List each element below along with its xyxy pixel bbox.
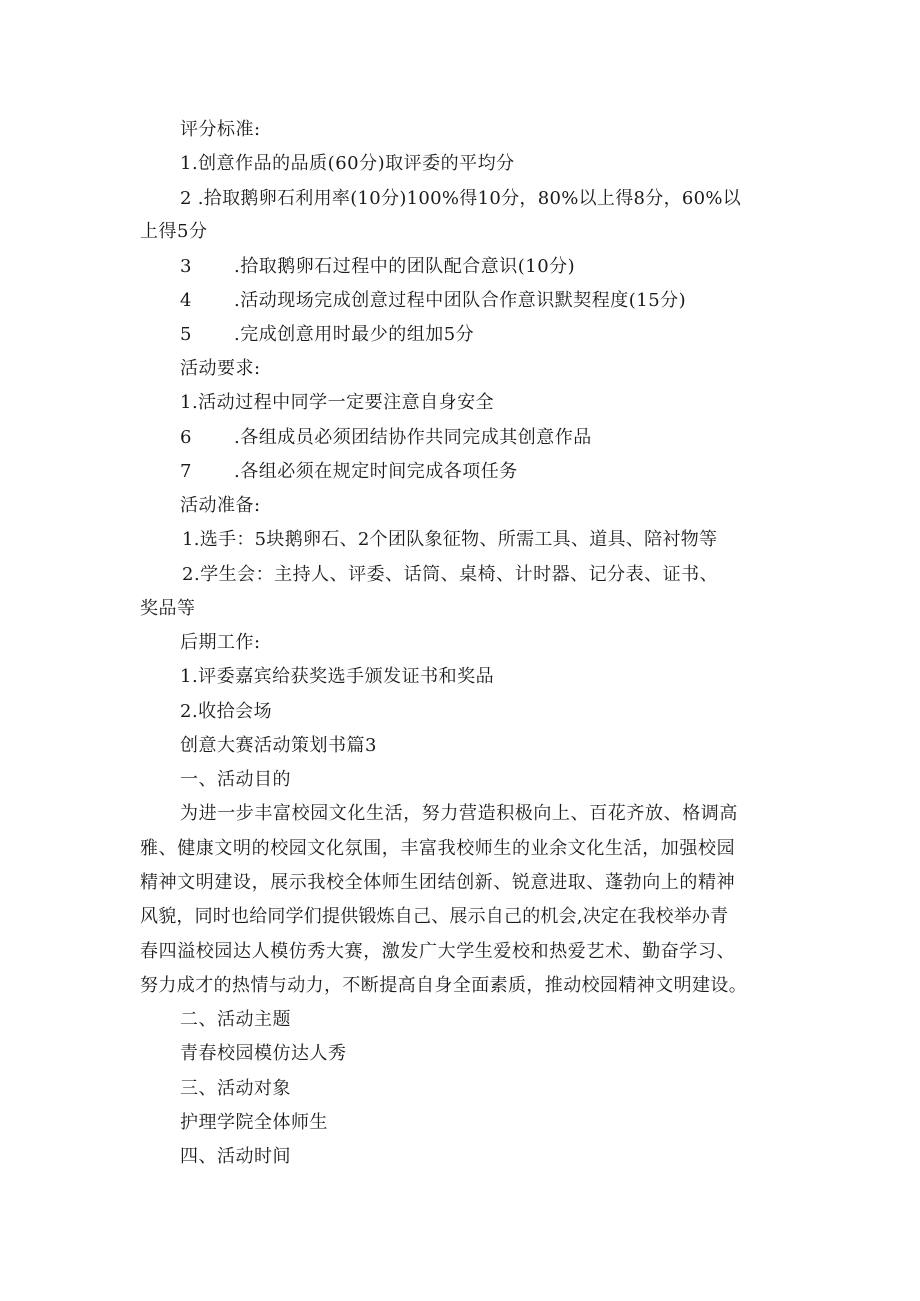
scoring-item-5	[180, 323, 474, 347]
section-2-heading: 二、活动主题	[180, 1009, 291, 1030]
scoring-item-1: 1.创意作品的品质(60分)取评委的平均分	[180, 153, 515, 174]
section-1-paragraph-line: 春四溢校园达人模仿秀大赛，激发广大学生爱校和热爱艺术、勤奋学习、	[140, 941, 736, 962]
section-1-paragraph-line: 为进一步丰富校园文化生活，努力营造积极向上、百花齐放、格调高	[180, 803, 738, 824]
scoring-item-2-line-1: 2 .拾取鹅卵石利用率(10分)100%得10分，80%以上得8分，60%以	[180, 188, 742, 209]
scoring-item-5-number: 5	[180, 324, 192, 345]
requirements-heading: 活动要求:	[180, 358, 261, 379]
section-3-heading: 三、活动对象	[180, 1078, 291, 1099]
section-1-paragraph-line: 努力成才的热情与动力，不断提高自身全面素质，推动校园精神文明建设。	[140, 975, 748, 996]
scoring-item-5-text: .完成创意用时最少的组加5分	[234, 324, 475, 345]
preparation-heading: 活动准备:	[180, 495, 261, 516]
section-1-paragraph-line: 精神文明建设，展示我校全体师生团结创新、锐意进取、蓬勃向上的精神	[140, 872, 736, 893]
followup-heading: 后期工作:	[180, 632, 261, 653]
requirements-item-6-text: .各组成员必须团结协作共同完成其创意作品	[234, 427, 592, 448]
requirements-item-7-text: .各组必须在规定时间完成各项任务	[234, 461, 518, 482]
plan-3-title: 创意大赛活动策划书篇3	[180, 735, 377, 756]
preparation-item-2-line-2: 奖品等	[140, 598, 196, 619]
scoring-item-4	[180, 289, 686, 313]
section-1-paragraph-line: 雅、健康文明的校园文化氛围，丰富我校师生的业余文化生活，加强校园	[140, 838, 736, 859]
scoring-heading: 评分标准:	[180, 119, 261, 140]
preparation-item-1: 1.选手：5块鹅卵石、2个团队象征物、所需工具、道具、陪衬物等	[182, 529, 718, 550]
scoring-item-3-text: .拾取鹅卵石过程中的团队配合意识(10分)	[234, 256, 576, 277]
scoring-item-4-number: 4	[180, 290, 192, 311]
section-3-text: 护理学院全体师生	[180, 1112, 328, 1133]
requirements-item-6-number: 6	[180, 427, 192, 448]
scoring-item-2-line-2: 上得5分	[140, 221, 208, 242]
scoring-item-3-number: 3	[180, 256, 192, 277]
scoring-item-3	[180, 255, 575, 279]
followup-item-2: 2.收拾会场	[180, 701, 273, 722]
requirements-item-7	[180, 460, 518, 484]
section-4-heading: 四、活动时间	[180, 1146, 291, 1167]
scoring-item-4-text: .活动现场完成创意过程中团队合作意识默契程度(15分)	[234, 290, 687, 311]
section-2-text: 青春校园模仿达人秀	[180, 1043, 347, 1064]
section-1-heading: 一、活动目的	[180, 769, 291, 790]
requirements-item-6	[180, 426, 592, 450]
followup-item-1: 1.评委嘉宾给获奖选手颁发证书和奖品	[180, 666, 495, 687]
requirements-item-7-number: 7	[180, 461, 192, 482]
requirements-item-1: 1.活动过程中同学一定要注意自身安全	[180, 392, 495, 413]
section-1-paragraph-line: 风貌，同时也给同学们提供锻炼自己、展示自己的机会,决定在我校举办青	[140, 906, 729, 927]
preparation-item-2-line-1: 2.学生会：主持人、评委、话筒、桌椅、计时器、记分表、证书、	[182, 564, 719, 585]
